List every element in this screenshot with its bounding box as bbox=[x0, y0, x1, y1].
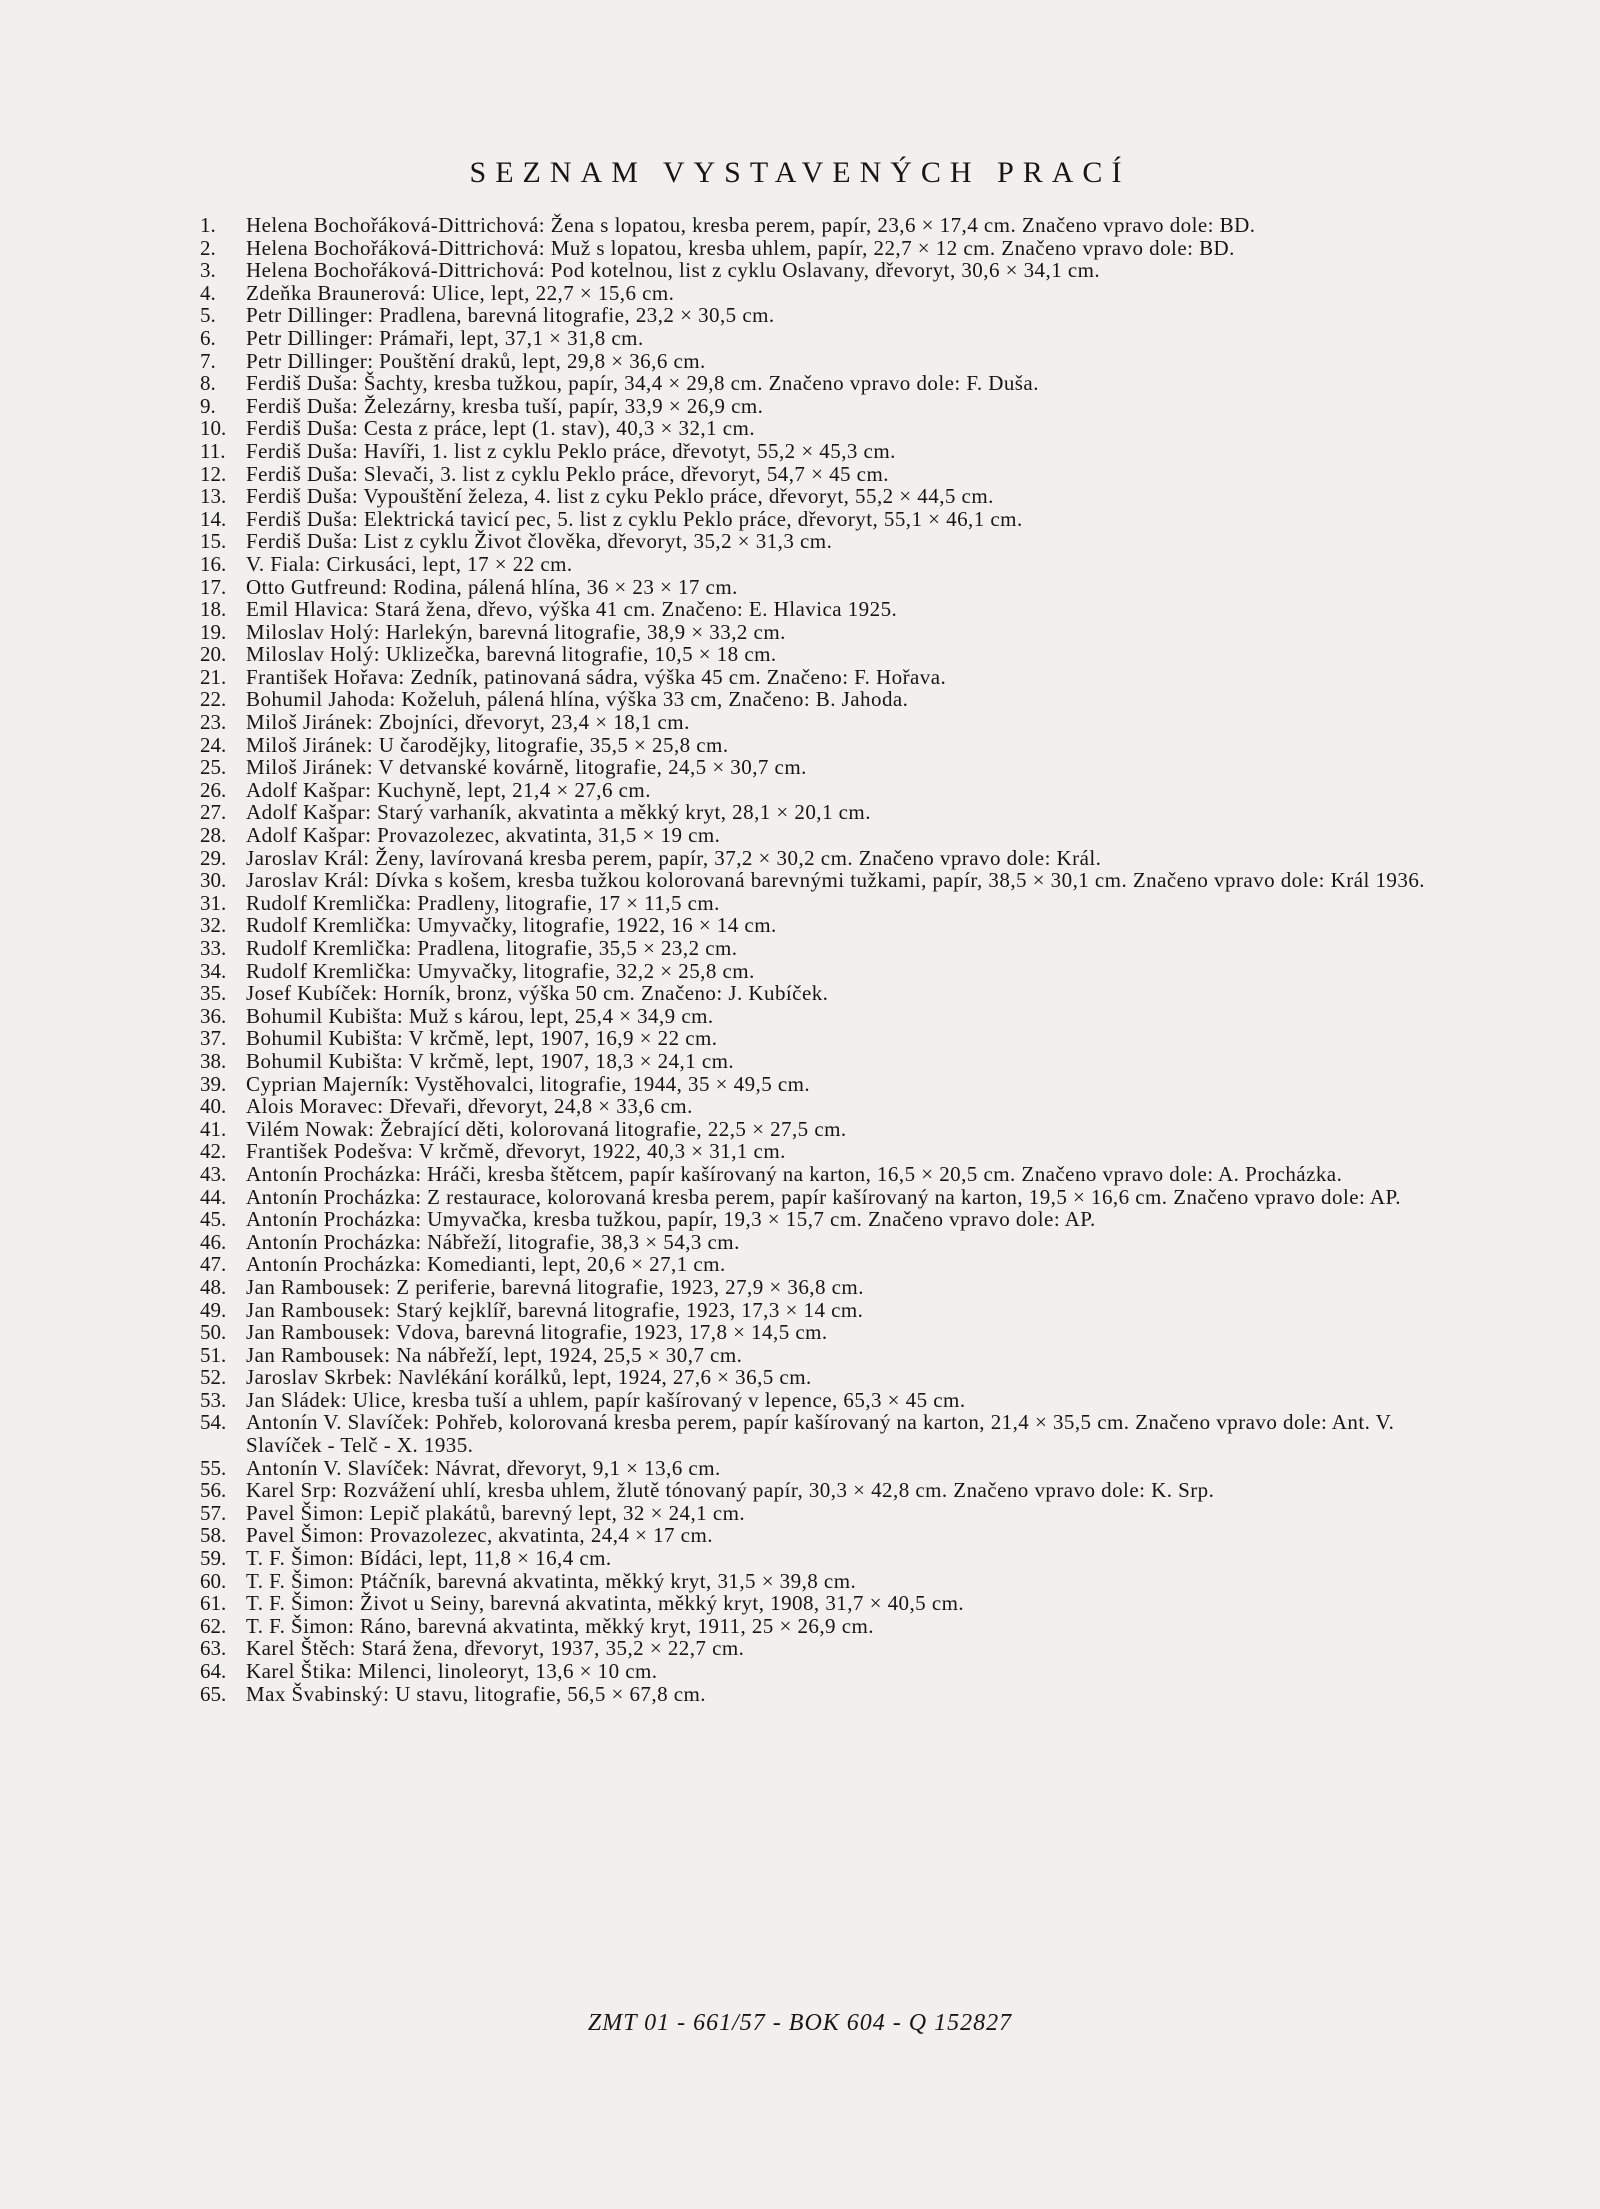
list-item bbox=[200, 214, 1425, 237]
item-description: T. F. Šimon: Život u Seiny, barevná akvatinta, měkký kryt, 1908, 31,7 × 40,5 cm. bbox=[246, 1591, 965, 1616]
item-description: Rudolf Kremlička: Umyvačky, litografie, 1922, 16 × 14 cm. bbox=[246, 913, 777, 938]
item-description: Miloslav Holý: Harlekýn, barevná litografie, 38,9 × 33,2 cm. bbox=[246, 619, 786, 644]
item-description: Ferdiš Duša: Elektrická tavicí pec, 5. list z cyklu Peklo práce, dřevoryt, 55,1 × 46,1 cm. bbox=[246, 506, 1023, 531]
list-item bbox=[200, 1253, 1425, 1276]
list-item bbox=[200, 1231, 1425, 1254]
item-number: 13. bbox=[200, 484, 227, 509]
item-number: 28. bbox=[200, 823, 227, 848]
item-number: 59. bbox=[200, 1546, 227, 1571]
print-code: ZMT 01 - 661/57 - BOK 604 - Q 152827 bbox=[587, 2010, 1013, 2036]
list-item bbox=[200, 982, 1425, 1005]
list-item bbox=[200, 1637, 1425, 1660]
item-number: 52. bbox=[200, 1365, 227, 1390]
item-number: 50. bbox=[200, 1320, 227, 1345]
item-number: 42. bbox=[200, 1139, 227, 1164]
item-description: Helena Bochořáková-Dittrichová: Žena s lopatou, kresba perem, papír, 23,6 × 17,4 cm. Značeno vpravo dole: BD. bbox=[246, 213, 1256, 237]
item-description: František Podešva: V krčmě, dřevoryt, 1922, 40,3 × 31,1 cm. bbox=[246, 1139, 786, 1164]
item-number: 27. bbox=[200, 800, 227, 825]
item-description: Antonín V. Slavíček: Pohřeb, kolorovaná kresba perem, papír kašírovaný na karton, 21,4 × 35,5 cm. Značeno vpravo dole: Ant. V. Slavíček - Telč - X. 1935. bbox=[246, 1410, 1395, 1458]
item-number: 1. bbox=[200, 213, 216, 237]
item-number: 21. bbox=[200, 664, 227, 689]
item-description: Helena Bochořáková-Dittrichová: Muž s lopatou, kresba uhlem, papír, 22,7 × 12 cm. Značeno vpravo dole: BD. bbox=[246, 235, 1235, 260]
item-description: Petr Dillinger: Pouštění draků, lept, 29,8 × 36,6 cm. bbox=[246, 348, 706, 373]
item-number: 18. bbox=[200, 597, 227, 622]
list-item bbox=[200, 598, 1425, 621]
list-item bbox=[200, 1411, 1425, 1456]
item-description: Antonín Procházka: Hráči, kresba štětcem, papír kašírovaný na karton, 16,5 × 20,5 cm. Značeno vpravo dole: A. Procházka. bbox=[246, 1161, 1343, 1186]
item-description: Karel Štěch: Stará žena, dřevoryt, 1937, 35,2 × 22,7 cm. bbox=[246, 1636, 745, 1661]
list-item bbox=[200, 1095, 1425, 1118]
list-item bbox=[200, 960, 1425, 983]
list-item bbox=[200, 1118, 1425, 1141]
item-description: Jaroslav Král: Dívka s košem, kresba tužkou kolorovaná barevnými tužkami, papír, 38,5 × 30,1 cm. Značeno vpravo dole: Král 1936. bbox=[246, 868, 1425, 893]
item-number: 12. bbox=[200, 461, 227, 486]
item-description: Adolf Kašpar: Provazolezec, akvatinta, 31,5 × 19 cm. bbox=[246, 823, 721, 848]
item-number: 2. bbox=[200, 235, 216, 260]
item-description: Bohumil Jahoda: Koželuh, pálená hlína, výška 33 cm, Značeno: B. Jahoda. bbox=[246, 687, 909, 712]
list-item bbox=[200, 1592, 1425, 1615]
list-item bbox=[200, 259, 1425, 282]
item-number: 24. bbox=[200, 732, 227, 757]
item-description: Miloslav Holý: Uklizečka, barevná litografie, 10,5 × 18 cm. bbox=[246, 642, 777, 667]
list-item bbox=[200, 1163, 1425, 1186]
list-item bbox=[200, 734, 1425, 757]
item-description: Rudolf Kremlička: Pradleny, litografie, 17 × 11,5 cm. bbox=[246, 890, 720, 915]
item-number: 20. bbox=[200, 642, 227, 667]
list-item bbox=[200, 1660, 1425, 1683]
list-item bbox=[200, 643, 1425, 666]
list-item bbox=[200, 1366, 1425, 1389]
item-description: Bohumil Kubišta: V krčmě, lept, 1907, 18,3 × 24,1 cm. bbox=[246, 1048, 735, 1073]
item-description: Alois Moravec: Dřevaři, dřevoryt, 24,8 × 33,6 cm. bbox=[246, 1094, 693, 1119]
item-description: Rudolf Kremlička: Umyvačky, litografie, 32,2 × 25,8 cm. bbox=[246, 958, 755, 983]
list-item bbox=[200, 237, 1425, 260]
list-item bbox=[200, 1524, 1425, 1547]
item-description: Ferdiš Duša: Železárny, kresba tuší, papír, 33,9 × 26,9 cm. bbox=[246, 393, 764, 418]
list-item bbox=[200, 417, 1425, 440]
item-number: 25. bbox=[200, 755, 227, 780]
list-item bbox=[200, 1502, 1425, 1525]
list-item bbox=[200, 1050, 1425, 1073]
item-number: 54. bbox=[200, 1410, 227, 1435]
list-item bbox=[200, 463, 1425, 486]
list-item bbox=[200, 508, 1425, 531]
item-number: 7. bbox=[200, 348, 216, 373]
list-item bbox=[200, 779, 1425, 802]
item-description: Pavel Šimon: Provazolezec, akvatinta, 24,4 × 17 cm. bbox=[246, 1523, 713, 1548]
item-number: 62. bbox=[200, 1613, 227, 1638]
item-description: Jan Rambousek: Z periferie, barevná litografie, 1923, 27,9 × 36,8 cm. bbox=[246, 1274, 864, 1299]
item-number: 34. bbox=[200, 958, 227, 983]
list-item bbox=[200, 1570, 1425, 1593]
item-description: Miloš Jiránek: U čarodějky, litografie, 35,5 × 25,8 cm. bbox=[246, 732, 729, 757]
item-number: 14. bbox=[200, 506, 227, 531]
item-description: Rudolf Kremlička: Pradlena, litografie, 35,5 × 23,2 cm. bbox=[246, 936, 738, 960]
list-item bbox=[200, 1299, 1425, 1322]
item-description: Ferdiš Duša: Slevači, 3. list z cyklu Peklo práce, dřevoryt, 54,7 × 45 cm. bbox=[246, 461, 889, 486]
item-number: 29. bbox=[200, 845, 227, 870]
list-item bbox=[200, 1073, 1425, 1096]
item-description: Karel Srp: Rozvážení uhlí, kresba uhlem, žlutě tónovaný papír, 30,3 × 42,8 cm. Značeno vpravo dole: K. Srp. bbox=[246, 1478, 1215, 1503]
item-number: 48. bbox=[200, 1274, 227, 1299]
list-item bbox=[200, 824, 1425, 847]
item-description: Bohumil Kubišta: Muž s károu, lept, 25,4 × 34,9 cm. bbox=[246, 1003, 714, 1028]
item-number: 40. bbox=[200, 1094, 227, 1119]
item-description: T. F. Šimon: Bídáci, lept, 11,8 × 16,4 cm. bbox=[246, 1546, 612, 1571]
item-description: Zdeňka Braunerová: Ulice, lept, 22,7 × 15,6 cm. bbox=[246, 280, 675, 305]
item-number: 19. bbox=[200, 619, 227, 644]
item-description: Vilém Nowak: Žebrající děti, kolorovaná litografie, 22,5 × 27,5 cm. bbox=[246, 1116, 847, 1141]
list-item bbox=[200, 372, 1425, 395]
list-item bbox=[200, 869, 1425, 892]
item-number: 63. bbox=[200, 1636, 227, 1661]
item-number: 43. bbox=[200, 1161, 227, 1186]
works-list bbox=[200, 214, 1425, 1705]
item-description: V. Fiala: Cirkusáci, lept, 17 × 22 cm. bbox=[246, 551, 573, 576]
item-description: T. F. Šimon: Ptáčník, barevná akvatinta, měkký kryt, 31,5 × 39,8 cm. bbox=[246, 1568, 857, 1593]
item-number: 22. bbox=[200, 687, 227, 712]
list-item bbox=[200, 304, 1425, 327]
item-number: 16. bbox=[200, 551, 227, 576]
item-number: 8. bbox=[200, 371, 216, 396]
item-number: 35. bbox=[200, 981, 227, 1006]
list-item bbox=[200, 576, 1425, 599]
list-item bbox=[200, 1321, 1425, 1344]
item-description: Ferdiš Duša: Vypouštění železa, 4. list z cyku Peklo práce, dřevoryt, 55,2 × 44,5 cm. bbox=[246, 484, 994, 509]
item-number: 10. bbox=[200, 416, 227, 441]
item-number: 26. bbox=[200, 777, 227, 802]
item-number: 47. bbox=[200, 1252, 227, 1277]
item-number: 23. bbox=[200, 710, 227, 735]
item-description: Petr Dillinger: Prámaři, lept, 37,1 × 31,8 cm. bbox=[246, 325, 644, 350]
list-item bbox=[200, 1186, 1425, 1209]
item-number: 3. bbox=[200, 258, 216, 283]
list-item bbox=[200, 485, 1425, 508]
item-description: František Hořava: Zedník, patinovaná sádra, výška 45 cm. Značeno: F. Hořava. bbox=[246, 664, 947, 689]
item-description: Adolf Kašpar: Kuchyně, lept, 21,4 × 27,6 cm. bbox=[246, 777, 651, 802]
item-number: 37. bbox=[200, 1026, 227, 1051]
item-description: Cyprian Majerník: Vystěhovalci, litografie, 1944, 35 × 49,5 cm. bbox=[246, 1071, 811, 1096]
item-description: Antonín V. Slavíček: Návrat, dřevoryt, 9,1 × 13,6 cm. bbox=[246, 1455, 721, 1480]
list-item bbox=[200, 1683, 1425, 1706]
item-number: 44. bbox=[200, 1184, 227, 1209]
list-item bbox=[200, 327, 1425, 350]
list-item bbox=[200, 914, 1425, 937]
list-item bbox=[200, 350, 1425, 373]
item-description: Antonín Procházka: Nábřeží, litografie, 38,3 × 54,3 cm. bbox=[246, 1229, 740, 1254]
list-item bbox=[200, 553, 1425, 576]
list-item bbox=[200, 440, 1425, 463]
item-number: 4. bbox=[200, 280, 216, 305]
item-description: Adolf Kašpar: Starý varhaník, akvatinta a měkký kryt, 28,1 × 20,1 cm. bbox=[246, 800, 871, 825]
item-description: Antonín Procházka: Z restaurace, kolorovaná kresba perem, papír kašírovaný na karton, 19,5 × 16,6 cm. Značeno vpravo dole: AP. bbox=[246, 1184, 1401, 1209]
item-description: Jan Rambousek: Vdova, barevná litografie, 1923, 17,8 × 14,5 cm. bbox=[246, 1320, 828, 1345]
item-number: 41. bbox=[200, 1116, 227, 1141]
item-number: 65. bbox=[200, 1681, 227, 1706]
list-item bbox=[200, 530, 1425, 553]
item-number: 58. bbox=[200, 1523, 227, 1548]
item-description: Max Švabinský: U stavu, litografie, 56,5 × 67,8 cm. bbox=[246, 1681, 706, 1706]
list-item bbox=[200, 1389, 1425, 1412]
item-number: 60. bbox=[200, 1568, 227, 1593]
item-number: 36. bbox=[200, 1003, 227, 1028]
item-number: 33. bbox=[200, 936, 227, 960]
item-description: T. F. Šimon: Ráno, barevná akvatinta, měkký kryt, 1911, 25 × 26,9 cm. bbox=[246, 1613, 874, 1638]
list-item bbox=[200, 711, 1425, 734]
item-description: Bohumil Kubišta: V krčmě, lept, 1907, 16,9 × 22 cm. bbox=[246, 1026, 718, 1051]
list-item bbox=[200, 756, 1425, 779]
item-description: Jan Rambousek: Na nábřeží, lept, 1924, 25,5 × 30,7 cm. bbox=[246, 1342, 743, 1367]
list-item bbox=[200, 1140, 1425, 1163]
list-item bbox=[200, 1027, 1425, 1050]
item-number: 61. bbox=[200, 1591, 227, 1616]
item-number: 39. bbox=[200, 1071, 227, 1096]
list-item bbox=[200, 282, 1425, 305]
item-number: 32. bbox=[200, 913, 227, 938]
item-number: 30. bbox=[200, 868, 227, 893]
list-item bbox=[200, 1344, 1425, 1367]
list-item bbox=[200, 1547, 1425, 1570]
item-description: Ferdiš Duša: Cesta z práce, lept (1. stav), 40,3 × 32,1 cm. bbox=[246, 416, 756, 441]
item-description: Antonín Procházka: Komedianti, lept, 20,6 × 27,1 cm. bbox=[246, 1252, 726, 1277]
item-description: Jaroslav Skrbek: Navlékání korálků, lept, 1924, 27,6 × 36,5 cm. bbox=[246, 1365, 812, 1390]
item-description: Karel Štika: Milenci, linoleoryt, 13,6 × 10 cm. bbox=[246, 1659, 658, 1683]
list-item bbox=[200, 1615, 1425, 1638]
list-item bbox=[200, 666, 1425, 689]
list-item bbox=[200, 395, 1425, 418]
item-description: Emil Hlavica: Stará žena, dřevo, výška 41 cm. Značeno: E. Hlavica 1925. bbox=[246, 597, 898, 622]
list-item bbox=[200, 1005, 1425, 1028]
item-number: 9. bbox=[200, 393, 216, 418]
item-number: 49. bbox=[200, 1297, 227, 1322]
item-description: Otto Gutfreund: Rodina, pálená hlína, 36 × 23 × 17 cm. bbox=[246, 574, 738, 599]
list-item bbox=[200, 1208, 1425, 1231]
list-item bbox=[200, 937, 1425, 960]
item-number: 15. bbox=[200, 529, 227, 554]
item-number: 11. bbox=[200, 438, 226, 463]
item-description: Miloš Jiránek: V detvanské kovárně, litografie, 24,5 × 30,7 cm. bbox=[246, 755, 807, 780]
item-description: Jan Rambousek: Starý kejklíř, barevná litografie, 1923, 17,3 × 14 cm. bbox=[246, 1297, 864, 1322]
item-number: 55. bbox=[200, 1455, 227, 1480]
item-description: Antonín Procházka: Umyvačka, kresba tužkou, papír, 19,3 × 15,7 cm. Značeno vpravo dole: AP. bbox=[246, 1207, 1096, 1232]
item-description: Miloš Jiránek: Zbojníci, dřevoryt, 23,4 × 18,1 cm. bbox=[246, 710, 690, 735]
item-description: Pavel Šimon: Lepič plakátů, barevný lept, 32 × 24,1 cm. bbox=[246, 1500, 746, 1525]
list-item bbox=[200, 1457, 1425, 1480]
item-number: 56. bbox=[200, 1478, 227, 1503]
item-description: Jan Sládek: Ulice, kresba tuší a uhlem, papír kašírovaný v lepence, 65,3 × 45 cm. bbox=[246, 1387, 966, 1412]
list-item bbox=[200, 1276, 1425, 1299]
item-number: 46. bbox=[200, 1229, 227, 1254]
item-number: 31. bbox=[200, 890, 227, 915]
item-description: Jaroslav Král: Ženy, lavírovaná kresba perem, papír, 37,2 × 30,2 cm. Značeno vpravo dole: Král. bbox=[246, 845, 1102, 870]
item-number: 53. bbox=[200, 1387, 227, 1412]
list-item bbox=[200, 688, 1425, 711]
item-number: 51. bbox=[200, 1342, 227, 1367]
item-number: 57. bbox=[200, 1500, 227, 1525]
item-description: Petr Dillinger: Pradlena, barevná litografie, 23,2 × 30,5 cm. bbox=[246, 303, 775, 328]
list-item bbox=[200, 1479, 1425, 1502]
list-item bbox=[200, 847, 1425, 870]
list-item bbox=[200, 621, 1425, 644]
item-number: 6. bbox=[200, 325, 216, 350]
item-description: Ferdiš Duša: List z cyklu Život člověka, dřevoryt, 35,2 × 31,3 cm. bbox=[246, 529, 833, 554]
item-number: 38. bbox=[200, 1048, 227, 1073]
list-item bbox=[200, 801, 1425, 824]
item-number: 17. bbox=[200, 574, 227, 599]
item-number: 64. bbox=[200, 1659, 227, 1683]
list-item bbox=[200, 892, 1425, 915]
item-description: Ferdiš Duša: Havíři, 1. list z cyklu Peklo práce, dřevotyt, 55,2 × 45,3 cm. bbox=[246, 438, 896, 463]
item-description: Ferdiš Duša: Šachty, kresba tužkou, papír, 34,4 × 29,8 cm. Značeno vpravo dole: F. Duša. bbox=[246, 371, 1039, 396]
page-title: SEZNAM VYSTAVENÝCH PRACÍ bbox=[469, 156, 1131, 189]
item-number: 45. bbox=[200, 1207, 227, 1232]
item-number: 5. bbox=[200, 303, 216, 328]
item-description: Helena Bochořáková-Dittrichová: Pod kotelnou, list z cyklu Oslavany, dřevoryt, 30,6 × 34,1 cm. bbox=[246, 258, 1101, 283]
item-description: Josef Kubíček: Horník, bronz, výška 50 cm. Značeno: J. Kubíček. bbox=[246, 981, 829, 1006]
